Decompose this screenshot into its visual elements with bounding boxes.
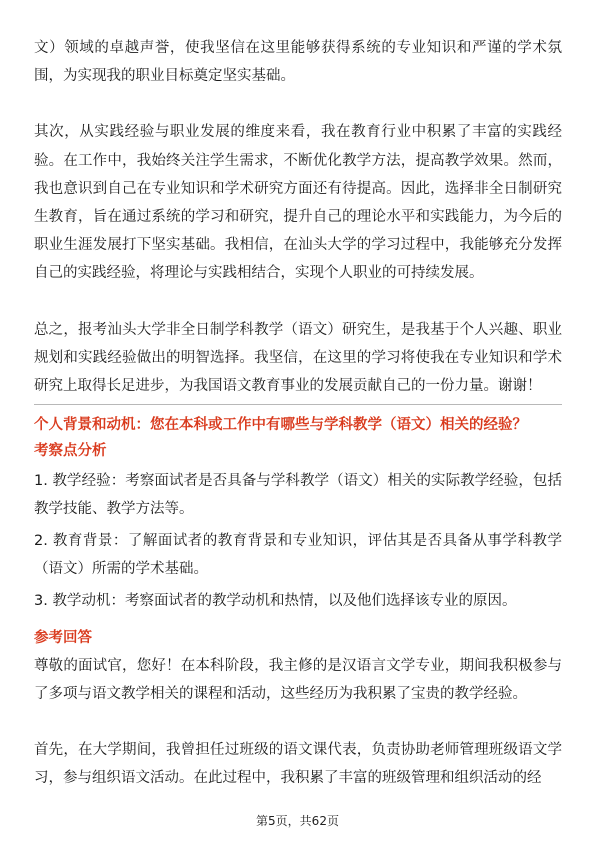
analysis-item-2: 2. 教育背景：了解面试者的教育背景和专业知识，评估其是否具备从事学科教学（语文）所需的学术基础。 bbox=[34, 533, 562, 577]
page-number-footer: 第5页，共62页 bbox=[256, 814, 339, 828]
paragraph-spacer bbox=[34, 288, 562, 316]
answer-paragraph-1: 尊敬的面试官，您好！在本科阶段，我主修的是汉语言文学专业，期间我积极参与了多项与语文教学相关的课程和活动，这些经历为我积累了宝贵的教学经验。 bbox=[34, 657, 562, 702]
section-divider bbox=[34, 404, 562, 405]
paragraph-spacer bbox=[34, 708, 562, 736]
body-paragraph-2: 其次，从实践经验与职业发展的维度来看，我在教育行业中积累了丰富的实践经验。在工作中，我始终关注学生需求，不断优化教学方法，提高教学效果。然而，我也意识到自己在专业知识和学术研究方面还有待提高。因此，选择非全日制研究生教育，旨在通过系统的学习和研究，提升自己的理论水平和实践能力，为今后的职业生涯发展打下坚实基础。我相信，在汕头大学的学习过程中，我能够充分发挥自己的实践经验，将理论与实践相结合，实现个人职业的可持续发展。 bbox=[34, 124, 562, 282]
body-paragraph-1: 文）领域的卓越声誉，使我坚信在这里能够获得系统的专业知识和严谨的学术氛围，为实现我的职业目标奠定坚实基础。 bbox=[34, 40, 562, 85]
analysis-item-1: 1. 教学经验：考察面试者是否具备与学科教学（语文）相关的实际教学经验，包括教学技能、教学方法等。 bbox=[34, 473, 562, 517]
body-paragraph-3: 总之，报考汕头大学非全日制学科教学（语文）研究生，是我基于个人兴趣、职业规划和实践经验做出的明智选择。我坚信，在这里的学习将使我在专业知识和学术研究上取得长足进步，为我国语文教育事业的发展贡献自己的一份力量。谢谢！ bbox=[34, 321, 562, 395]
analysis-item-3: 3. 教学动机：考察面试者的教学动机和热情，以及他们选择该专业的原因。 bbox=[34, 593, 517, 610]
answer-heading: 参考回答 bbox=[34, 629, 92, 646]
paragraph-spacer bbox=[34, 90, 562, 118]
interview-question: 个人背景和动机：您在本科或工作中有哪些与学科教学（语文）相关的经验？ bbox=[34, 417, 527, 434]
document-page bbox=[34, 34, 562, 793]
analysis-heading: 考察点分析 bbox=[34, 443, 107, 460]
answer-paragraph-2: 首先，在大学期间，我曾担任过班级的语文课代表，负责协助老师管理班级语文学习，参与组织语文活动。在此过程中，我积累了丰富的班级管理和组织活动的经 bbox=[34, 742, 562, 787]
